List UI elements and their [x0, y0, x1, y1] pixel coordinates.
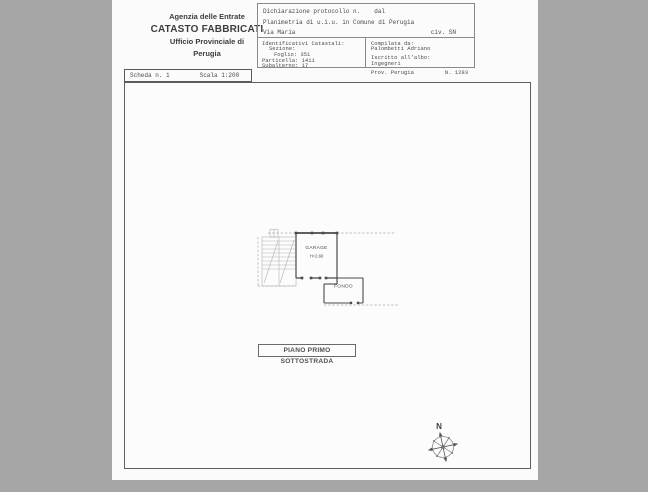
prov-label: Prov. Perugia	[371, 68, 414, 76]
civic-number: civ. SN	[430, 29, 456, 36]
office-city: Perugia	[193, 49, 221, 58]
compiler-name: Palombetti Adriano	[371, 45, 431, 53]
protocol-label: Dichiarazione protocollo n.	[263, 8, 361, 15]
compass-star	[425, 429, 462, 466]
agency-header	[137, 11, 277, 60]
fondo-room	[324, 278, 363, 303]
wall-posts	[295, 232, 359, 304]
declaration-bottom-section	[258, 38, 474, 76]
compiler-section	[366, 38, 474, 76]
planimetria-label: Planimetria di u.i.u. in Comune di Perugia	[263, 18, 415, 26]
fondo-label: FONDO	[334, 284, 353, 290]
scale-value: Scala 1:200	[199, 72, 240, 79]
garage-label: GARAGE	[305, 246, 328, 251]
office-line: Ufficio Provinciale di	[169, 37, 245, 46]
albo-value: Ingegneri	[371, 59, 401, 67]
catasto-title: CATASTO FABBRICATI	[150, 24, 264, 35]
stairs-hatch	[262, 230, 296, 287]
floor-caption: PIANO PRIMO SOTTOSTRADA	[280, 347, 334, 365]
protocol-row	[263, 7, 469, 18]
street-row	[263, 28, 469, 39]
declaration-box	[257, 3, 475, 76]
planimetria-row	[263, 18, 469, 29]
cadastral-title: Identificativi Catastali:	[262, 39, 345, 47]
compass-north-label: N	[436, 422, 442, 431]
sezione-label: Sezione:	[269, 45, 296, 53]
document-page	[112, 0, 538, 480]
prov-row	[371, 70, 468, 76]
scheda-number: Scheda n. 1	[130, 72, 170, 79]
compass-rose	[418, 411, 472, 469]
street-name: Via Maria	[263, 29, 296, 36]
compiler-label: Compilata da:	[371, 39, 414, 47]
agency-name: Agenzia delle Entrate	[169, 12, 245, 21]
particella-value: Particella: 1411	[262, 56, 315, 64]
floor-plan-drawing	[250, 225, 400, 310]
scheda-box	[124, 69, 252, 82]
garage-room	[296, 233, 337, 284]
foglio-value: Foglio: 351	[274, 50, 311, 58]
garage-height-label: H=2.60	[309, 253, 324, 259]
cadastral-identifiers	[258, 38, 366, 68]
caption-box	[258, 344, 356, 365]
albo-number: N. 1293	[444, 68, 468, 76]
subalterno-value: Subalterno: 17	[262, 62, 309, 70]
protocol-dal-label: dal	[374, 8, 386, 15]
albo-label: Iscritto all'albo:	[371, 53, 431, 61]
declaration-top-section	[258, 4, 474, 38]
